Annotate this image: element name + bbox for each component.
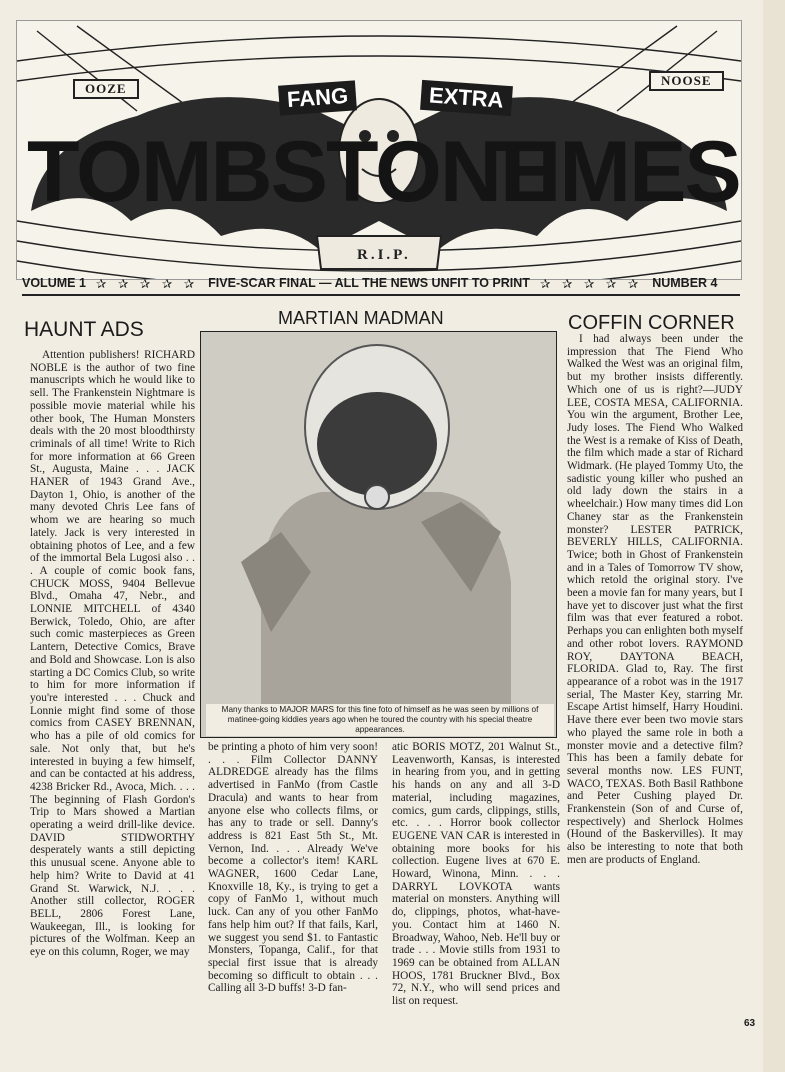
title-times: TIMES xyxy=(487,124,740,220)
noose-box: NOOSE xyxy=(649,71,724,91)
major-mars-photo xyxy=(200,331,557,738)
volume-label: VOLUME 1 xyxy=(22,276,86,290)
masthead xyxy=(16,20,742,280)
column-two xyxy=(208,741,378,1031)
issue-number: NUMBER 4 xyxy=(652,276,718,290)
page-edge xyxy=(763,0,785,1072)
page-number: 63 xyxy=(744,1018,756,1029)
haunt-ads-column xyxy=(30,349,195,1031)
photo-caption: Many thanks to MAJOR MARS for this fine foto of himself as he was seen by millions of matinee-going kiddies years ago when he toured the country with his special theatre appearances. xyxy=(206,704,554,736)
column-three-text: atic BORIS MOTZ, 201 Walnut St., Leavenworth, Kansas, is interested in hearing from you, and in getting his hands on any and all 3-D material, including magazines, comics, gum cards, clippings, stills, etc. . . . Horror book collector EUGENE VAN CAR is interested in obtaining more books for his collection. Eugene lives at 670 E. Howard, Winona, Minn. . . . DARRYL LOVKOTA wants material on monsters. Anything will do, clippings, photos, what-have-you. Contact him at 1460 N. Broadway, Wahoo, Neb. He'll buy or trade . . . Movie stills from 1931 to 1969 can be obtained from ALLAN HOOS, 1781 Bruckner Blvd., Box 72, N.Y., who will send prices and list on request. xyxy=(392,741,560,1008)
stars-left: ✰ ✰ ✰ ✰ ✰ xyxy=(95,276,199,291)
extra-banner: EXTRA xyxy=(420,80,512,116)
martian-madman-heading: MARTIAN MADMAN xyxy=(278,308,444,328)
coffin-corner-heading: COFFIN CORNER xyxy=(568,312,735,334)
volume-line xyxy=(22,272,740,296)
haunt-ads-heading: HAUNT ADS xyxy=(24,318,144,341)
rip-plaque: R.I.P. xyxy=(357,247,411,263)
column-three xyxy=(392,741,560,1031)
haunt-ads-text: Attention publishers! RICHARD NOBLE is the author of two fine manuscripts which he would like to sell. The Frankenstein Nightmare is possible movie material while his other book, The Human Monsters deals with the 20 most bloodthirsty criminals of all time! Write to Rich for more information at 66 Green St., Augusta, Maine . . . JACK HANER of 1943 Grand Ave., Dayton 1, Ohio, is another of the many devoted Chris Lee fans of whom we are hearing so much lately. Jack is very interested in obtaining photos of Lee, and a few of the immortal Bela Lugosi also . . . A couple of comic book fans, CHUCK MOSS, 9404 Bellevue Blvd., Omaha 47, Nebr., and LONNIE MITCHELL of 4340 Berwick, Toledo, Ohio, are after such comic masterpieces as Green Lantern, Detective Comics, Brave and Bold and Showcase. Lon is also starting a DC Comics Club, so write to him for more information if you're interested . . . Chuck and Lonnie might find some of those comics from CASEY BRENNAN, who has a pile of old comics for sale. Not only that, but he's interested in buying a few himself, and can be contacted at his address, 4238 Bricker Rd., Avoca, Mich. . . . The beginning of Flash Gordon's Trip to Mars showed a Martian operating a weird drill-like device. DAVID STIDWORTHY desperately wants a still depicting this unusual scene. Anyone able to help him? Write to David at 41 Grand St. Warwick, N.J. . . . Another still collector, ROGER BELL, 2806 Forest Lane, Waukeegan, Ill., is looking for pictures of the Wolfman. Keep an eye on this column, Roger, we may xyxy=(30,349,195,959)
title-tombstone: TOMBSTONE xyxy=(27,124,556,220)
coffin-corner-column xyxy=(567,333,743,1023)
spaceman-photo-art xyxy=(201,332,556,737)
ooze-box: OOZE xyxy=(73,79,139,99)
column-two-text: be printing a photo of him very soon! . . . Film Collector DANNY ALDREDGE already has the films advertised in FanMo (from Castle Dracula) and wants to hear from anyone else who collects films, or has any to trade or sell. Danny's address is 821 East 5th St., Mt. Vernon, Ind. . . . Already We've become a collector's item! KARL WAGNER, 1600 Cedar Lane, Knoxville 18, Ky., is trying to get a copy of FanMo 1, without much luck. Can any of you other FanMo fans help him out? If that fails, Karl, we suggest you send $1. to Fantastic Monsters, Topanga, Calif., for that special first issue that is already becoming so difficult to obtain . . . Calling all 3-D buffs! 3-D fan- xyxy=(208,741,378,995)
tagline: FIVE-SCAR FINAL — ALL THE NEWS UNFIT TO PRINT xyxy=(208,276,530,290)
fang-banner: FANG xyxy=(278,80,357,115)
stars-right: ✰ ✰ ✰ ✰ ✰ xyxy=(539,276,643,291)
coffin-corner-text: I had always been under the impression that The Fiend Who Walked the West was an original film, but my brother insists differently. Which one of us is right?—JUDY LEE, COSTA MESA, CALIFORNIA. You win the argument, Brother Lee, Judy loses. The Fiend Who Walked the West is a remake of Kiss of Death, the film which made a star of Richard Widmark. (He played Tommy Uto, the sadistic young killer who pushed an old lady down the stairs in a wheelchair.) How many times did Lon Chaney star as the Frankenstein monster? LESTER PATRICK, BEVERLY HILLS, CALIFORNIA. Twice; both in Ghost of Frankenstein and in a Tales of Tomorrow TV show, which retold the original story. I've been a movie fan for many years, but I have yet to discover just what the first film was that ever featured a robot. Perhaps you can enlighten both myself and other robot lovers. RAYMOND ROY, DAYTONA BEACH, FLORIDA. Glad to, Ray. The first appearance of a robot was in the 1917 serial, The Master Key, starring Mr. Escape Artist himself, Harry Houdini. Have there ever been two movie stars who played the same role in both a monster movie and a detective film? This has been a family debate for several months now. LES FUNT, WACO, TEXAS. Both Basil Rathbone and Peter Cushing played Dr. Frankenstein (Son of and Curse of, respectively) and Sherlock Holmes (Hound of the Baskervilles). It may also be interesting to note that both men are products of England. xyxy=(567,333,743,866)
